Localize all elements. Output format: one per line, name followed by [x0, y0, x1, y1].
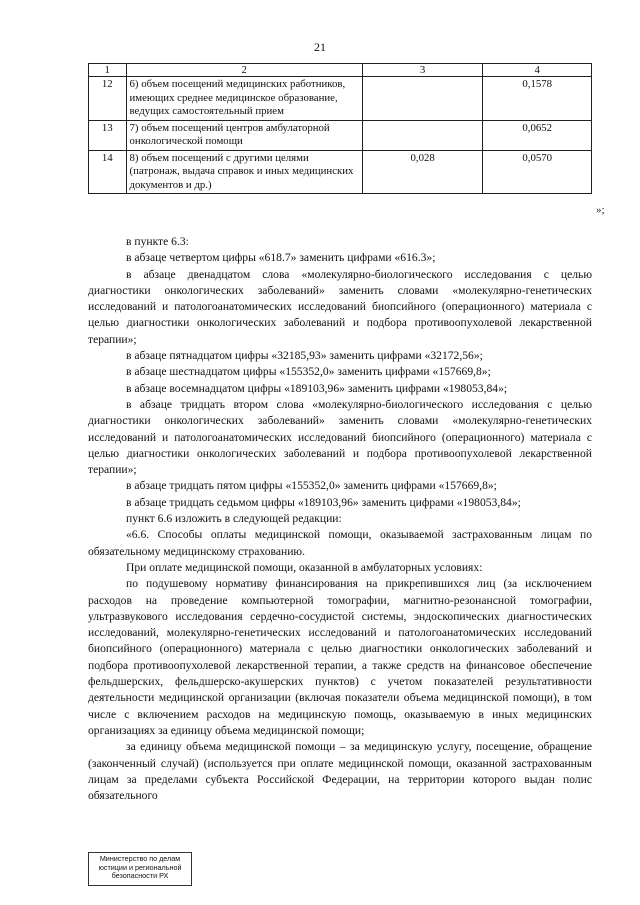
- paragraph: в абзаце двенадцатом слова «молекулярно-биологического исследования с целью диагностики онкологических заболеваний» заменить словами «молекулярно-генетических исследований и патологоанатомических исследований биопсийного (операционного) материала с целью диагностики онкологических заболеваний и подбора противоопухолевой лекарственной терапии»;: [88, 267, 592, 346]
- header-cell: 4: [483, 64, 592, 77]
- paragraph: «6.6. Способы оплаты медицинской помощи, оказываемой застрахованным лицам по обязательному медицинскому страхованию.: [88, 528, 592, 558]
- paragraph: по подушевому нормативу финансирования на прикрепившихся лиц (за исключением расходов на проведение компьютерной томографии, магнитно-резонансной томографии, ультразвукового исследования сердечно-сосудистой системы, эндоскопических диагностических исследований, молекулярно-генетических исследований и патологоанатомических исследований биопсийного (операционного) материала с целью диагностики онкологических заболеваний и подбора противоопухолевой лекарственной терапии, а также средств на финансовое обеспечение фельдшерских, фельдшерско-акушерских пунктов) с учетом показателей результативности деятельности медицинской организации (включая показатели объема медицинской помощи), в том числе с включением расходов на медицинскую помощь, оказываемую в иных медицинских организациях за единицу объема медицинской помощи;: [88, 577, 592, 737]
- paragraph: в абзаце пятнадцатом цифры «32185,93» заменить цифрами «32172,56»;: [126, 349, 483, 363]
- table-closing-quote: »;: [596, 204, 605, 216]
- table-row: [89, 150, 592, 194]
- row-description: 8) объем посещений с другими целями (патронаж, выдача справок и иных медицинских документов и др.): [126, 150, 362, 194]
- row-value-col4: 0,1578: [483, 77, 592, 121]
- row-value-col3: 0,028: [362, 150, 483, 194]
- row-value-col3: [362, 77, 483, 121]
- page-number: 21: [314, 40, 326, 54]
- document-body: [88, 234, 592, 804]
- paragraph: в абзаце тридцать пятом цифры «155352,0» заменить цифрами «157669,8»;: [126, 479, 497, 493]
- volume-table: [88, 63, 592, 194]
- paragraph: в абзаце восемнадцатом цифры «189103,96» заменить цифрами «198053,84»;: [126, 381, 508, 395]
- row-number: 14: [89, 150, 127, 194]
- row-description: 7) объем посещений центров амбулаторной онкологической помощи: [126, 120, 362, 150]
- paragraph: в абзаце четвертом цифры «618.7» заменить цифрами «616.3»;: [126, 251, 436, 265]
- paragraph: за единицу объема медицинской помощи – за медицинскую услугу, посещение, обращение (законченный случай) (используется при оплате медицинской помощи, оказанной застрахованным лицам за пределами субъекта Российской Федерации, на территории которого выдан полис обязательного: [88, 740, 592, 803]
- table-row: [89, 77, 592, 121]
- row-number: 12: [89, 77, 127, 121]
- paragraph: При оплате медицинской помощи, оказанной в амбулаторных условиях:: [126, 560, 483, 574]
- paragraph: в пункте 6.3:: [126, 235, 189, 248]
- header-cell: 1: [89, 64, 127, 77]
- row-value-col4: 0,0570: [483, 150, 592, 194]
- table-row: [89, 120, 592, 150]
- row-value-col4: 0,0652: [483, 120, 592, 150]
- header-cell: 2: [126, 64, 362, 77]
- paragraph: в абзаце тридцать втором слова «молекулярно-биологического исследования с целью диагностики онкологических заболеваний» заменить словами «молекулярно-генетических исследований и патологоанатомических исследований биопсийного (операционного) материала с целью диагностики онкологических заболеваний и подбора противоопухолевой лекарственной терапии»;: [88, 397, 592, 477]
- row-value-col3: [362, 120, 483, 150]
- table-header-row: [89, 64, 592, 77]
- paragraph: в абзаце тридцать седьмом цифры «189103,96» заменить цифрами «198053,84»;: [126, 495, 521, 509]
- row-number: 13: [89, 120, 127, 150]
- row-description: 6) объем посещений медицинских работников, имеющих среднее медицинское образование, ведущих самостоятельный прием: [126, 77, 362, 121]
- ministry-stamp: Министерство по делам юстиции и региональной безопасности РХ: [88, 852, 192, 886]
- paragraph: в абзаце шестнадцатом цифры «155352,0» заменить цифрами «157669,8»;: [126, 365, 491, 379]
- header-cell: 3: [362, 64, 483, 77]
- paragraph: пункт 6.6 изложить в следующей редакции:: [126, 512, 342, 526]
